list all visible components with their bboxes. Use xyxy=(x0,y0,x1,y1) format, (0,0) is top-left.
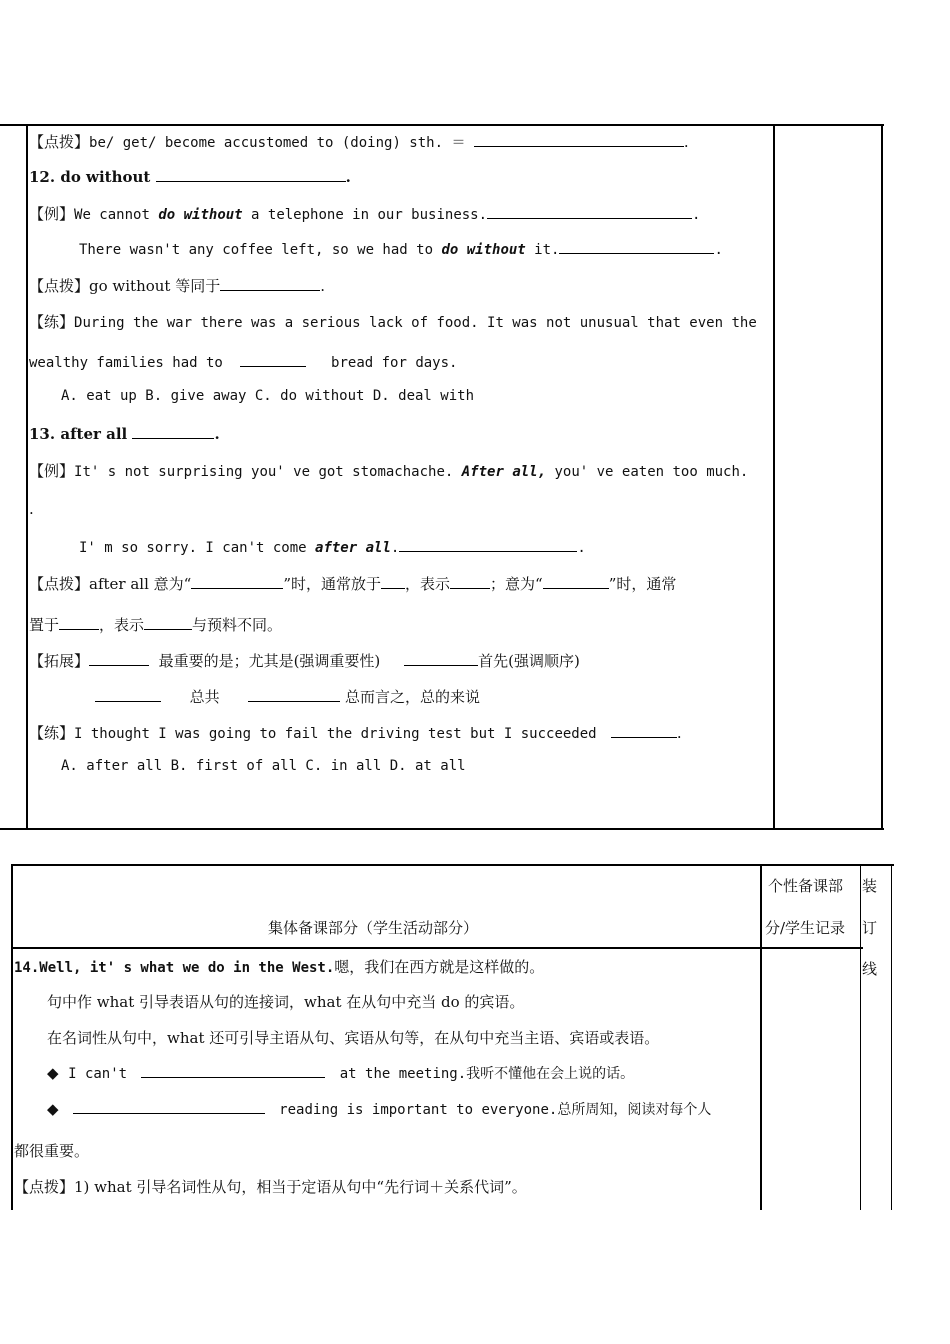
row-term-2: 首先(强调顺序) xyxy=(478,652,580,670)
bracket-label: 【点拨】 xyxy=(29,277,90,295)
t1-row-8-options xyxy=(61,388,474,404)
answer-blank[interactable] xyxy=(144,615,192,630)
bracket-label: 【拓展】 xyxy=(29,652,90,670)
row-tail: . xyxy=(692,207,701,223)
bracket-label: 【例】 xyxy=(29,205,75,223)
row-text: be/ get/ become accustomed to (doing) sth. ＝ xyxy=(89,135,474,151)
row-mid-2: ，表示 xyxy=(405,575,451,593)
row-text: 1) what 引导名词性从句，相当于定语从句中“先行词＋关系代词”。 xyxy=(74,1178,527,1196)
row-mid-1: ，表示 xyxy=(99,616,145,634)
row-pre: I can't xyxy=(68,1066,128,1082)
row-post: . xyxy=(390,540,400,556)
row-tail: . xyxy=(214,425,220,443)
table2-left-border xyxy=(11,864,13,1210)
table1-bottom-border xyxy=(0,828,884,830)
binding-char-3: 线 xyxy=(862,960,878,978)
t1-row-18-options xyxy=(61,758,466,774)
answer-blank[interactable] xyxy=(89,651,149,666)
row-mid-4: ”时，通常 xyxy=(608,575,677,593)
row-tail: . xyxy=(714,242,723,258)
t1-row-16 xyxy=(95,686,480,707)
t1-row-6 xyxy=(29,311,757,332)
t1-row-4 xyxy=(79,239,723,258)
row-post: reading is important to everyone.总所周知，阅读对每个人 xyxy=(279,1102,712,1118)
answer-blank[interactable] xyxy=(487,204,692,219)
bracket-label: 【点拨】 xyxy=(29,575,90,593)
row-text: wealthy families had to xyxy=(29,355,223,371)
t2-row-2 xyxy=(47,991,524,1012)
row-pre: There wasn't any coffee left, so we had to xyxy=(79,242,442,258)
t1-row-5 xyxy=(29,275,325,296)
t2-row-6 xyxy=(14,1140,89,1161)
answer-blank[interactable] xyxy=(156,167,346,182)
answer-blank[interactable] xyxy=(240,352,306,367)
t1-row-14 xyxy=(29,614,282,635)
answer-blank[interactable] xyxy=(474,132,684,147)
t1-row-17 xyxy=(29,722,682,743)
t2-row-7 xyxy=(14,1176,527,1197)
answer-blank[interactable] xyxy=(59,615,99,630)
row-mid-3: ；意为“ xyxy=(490,575,543,593)
row-text: . xyxy=(29,500,34,518)
item-heading: do without xyxy=(60,168,151,186)
answer-blank[interactable] xyxy=(559,239,714,254)
answer-blank[interactable] xyxy=(191,574,283,589)
answer-blank[interactable] xyxy=(132,424,214,439)
table2-right-border xyxy=(891,864,892,1210)
row-pre: I' m so sorry. I can't come xyxy=(79,540,316,556)
binding-char-2: 订 xyxy=(862,919,878,937)
t1-row-12 xyxy=(79,537,586,556)
row-term-2: 总而言之，总的来说 xyxy=(345,688,481,706)
row-text: 在名词性从句中，what 还可引导主语从句、宾语从句等，在从句中充当主语、宾语或表语。 xyxy=(47,1029,660,1047)
t1-row-2 xyxy=(29,167,351,186)
binding-char-1: 装 xyxy=(862,877,878,895)
bullet-icon: ◆ xyxy=(47,1100,59,1118)
bracket-label: 【例】 xyxy=(29,462,75,480)
row-text: A. eat up B. give away C. do without D. deal with xyxy=(61,388,475,404)
table2-mid-border xyxy=(760,864,762,1210)
row-post: at the meeting.我听不懂他在会上说的话。 xyxy=(339,1066,635,1082)
row-tail: . xyxy=(345,168,351,186)
table2-header-main: 集体备课部分（学生活动部分） xyxy=(268,919,479,937)
row-emphasis: after all xyxy=(315,540,391,556)
row-emphasis: do without xyxy=(158,207,243,223)
t2-row-3 xyxy=(47,1027,659,1048)
table1-right-border xyxy=(881,124,883,830)
t1-row-11 xyxy=(29,500,34,518)
row-post: it. xyxy=(525,242,560,258)
row-mid-2: 与预料不同。 xyxy=(192,616,283,634)
table1-top-border xyxy=(0,124,884,126)
row-text: 置于 xyxy=(29,616,60,634)
answer-blank[interactable] xyxy=(611,723,677,738)
bracket-label: 【点拨】 xyxy=(29,133,90,151)
answer-blank[interactable] xyxy=(543,574,609,589)
t2-row-5 xyxy=(47,1099,711,1119)
table2-header-side-line2: 分/学生记录 xyxy=(765,919,846,937)
bracket-label: 【点拨】 xyxy=(14,1178,75,1196)
row-post: you' ve eaten too much. xyxy=(546,464,749,480)
row-post: bread for days. xyxy=(331,355,458,371)
answer-blank[interactable] xyxy=(399,537,577,552)
item-number: 13. xyxy=(29,425,56,443)
row-text: I thought I was going to fail the driving test but I succeeded xyxy=(74,726,597,742)
answer-blank[interactable] xyxy=(248,687,340,702)
row-text: after all 意为“ xyxy=(89,575,192,593)
t1-row-15 xyxy=(29,650,580,671)
bullet-icon: ◆ xyxy=(47,1064,59,1082)
row-text: 句中作 what 引导表语从句的连接词，what 在从句中充当 do 的宾语。 xyxy=(47,993,525,1011)
t2-row-4 xyxy=(47,1063,634,1083)
answer-blank[interactable] xyxy=(404,651,478,666)
t1-row-3 xyxy=(29,203,700,224)
t1-row-9 xyxy=(29,424,220,443)
row-pre: It' s not surprising you' ve got stomachache. xyxy=(74,464,462,480)
item-heading: after all xyxy=(60,425,128,443)
table1-left-border xyxy=(26,124,28,830)
row-tail: . xyxy=(683,133,689,151)
row-tail: . xyxy=(577,540,586,556)
answer-blank[interactable] xyxy=(220,276,320,291)
answer-blank[interactable] xyxy=(381,574,405,589)
row-tail: . xyxy=(320,277,326,295)
row-pre: We cannot xyxy=(74,207,159,223)
row-emphasis: After all, xyxy=(461,464,547,480)
row-text: 都很重要。 xyxy=(14,1142,90,1160)
row-text: A. after all B. first of all C. in all D. at all xyxy=(61,758,466,774)
item-number: 12. xyxy=(29,168,56,186)
t1-row-13 xyxy=(29,573,676,594)
bracket-label: 【练】 xyxy=(29,313,75,331)
row-tail: . xyxy=(676,724,682,742)
answer-blank[interactable] xyxy=(73,1099,265,1114)
row-mid-1: ”时，通常放于 xyxy=(283,575,381,593)
row-term-1: 总共 xyxy=(189,688,220,706)
bracket-label: 【练】 xyxy=(29,724,75,742)
row-emphasis: do without xyxy=(441,242,526,258)
item-heading: 14.Well, it' s what we do in the West. xyxy=(14,960,335,976)
row-text: go without 等同于 xyxy=(89,277,221,295)
row-post: a telephone in our business. xyxy=(242,207,488,223)
answer-blank[interactable] xyxy=(141,1063,325,1078)
answer-blank[interactable] xyxy=(95,687,161,702)
table1-mid-border xyxy=(773,124,775,830)
row-text: During the war there was a serious lack of food. It was not unusual that even the xyxy=(74,315,757,331)
table2-header-side-line1: 个性备课部 xyxy=(768,877,844,895)
table2-side-border xyxy=(860,864,861,1210)
t1-row-1 xyxy=(29,131,689,152)
table2-header-divider xyxy=(11,947,863,949)
t2-row-1 xyxy=(14,956,544,977)
row-term-1: 最重要的是；尤其是(强调重要性) xyxy=(158,652,381,670)
answer-blank[interactable] xyxy=(450,574,490,589)
t1-row-7 xyxy=(29,352,457,371)
t1-row-10 xyxy=(29,460,748,481)
row-tail: 嗯，我们在西方就是这样做的。 xyxy=(334,958,545,976)
